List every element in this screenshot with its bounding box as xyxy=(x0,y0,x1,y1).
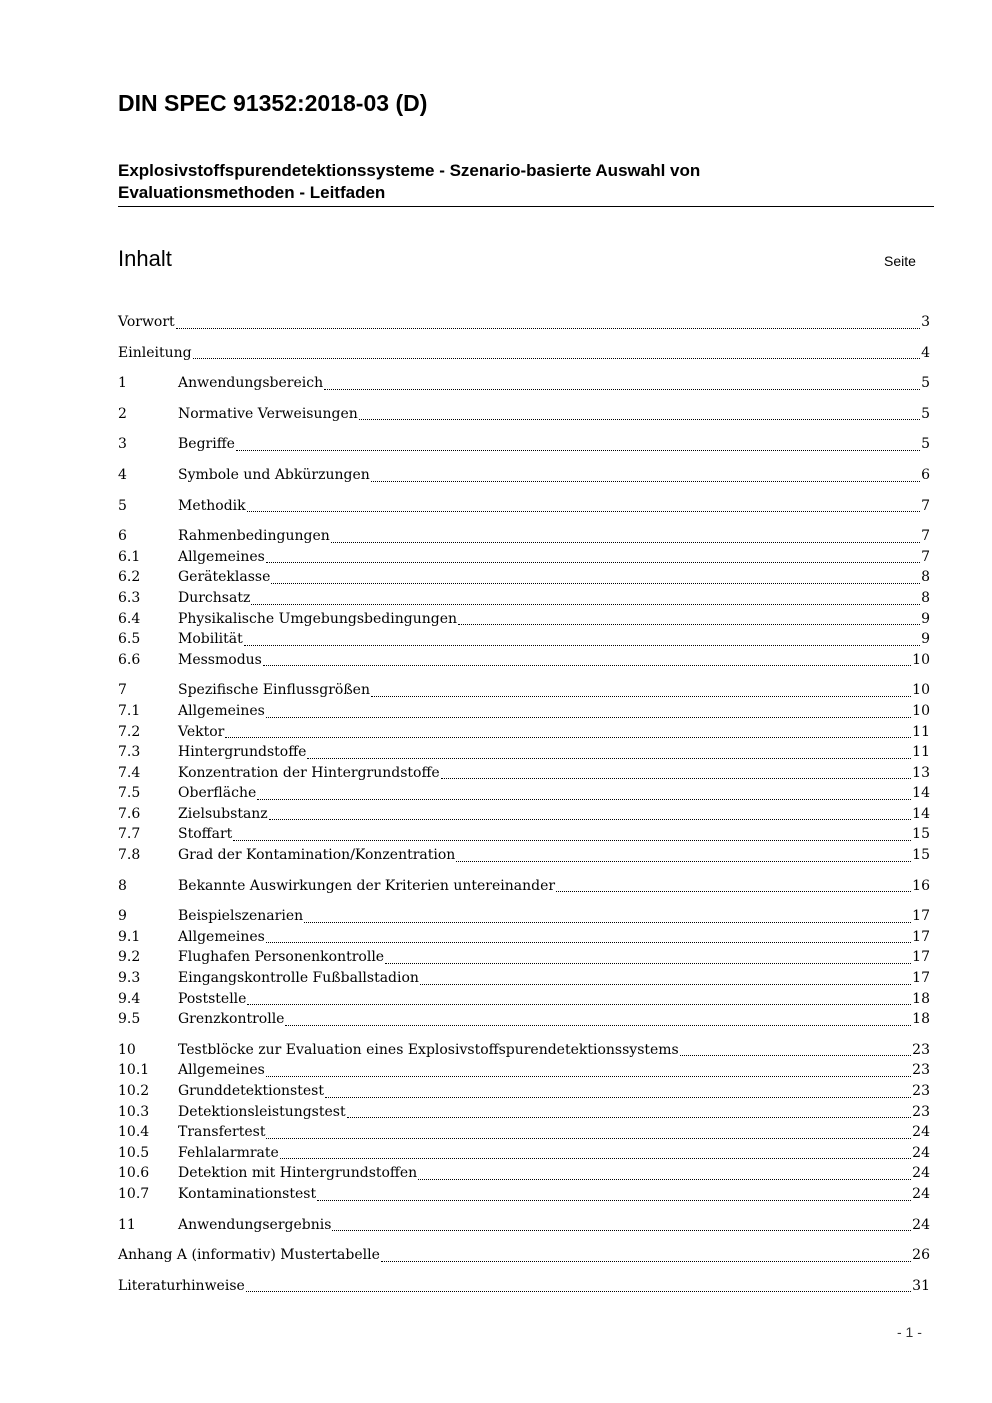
toc-entry-page: 17 xyxy=(912,908,930,925)
toc-entry-number: 8 xyxy=(118,877,127,894)
toc-entry[interactable] xyxy=(118,845,930,866)
toc-dot-leader xyxy=(236,450,920,451)
toc-entry-page: 8 xyxy=(921,589,930,606)
toc-entry-label: Physikalische Umgebungsbedingungen xyxy=(178,610,457,627)
toc-dot-leader xyxy=(680,1055,911,1056)
toc-entry-label: Fehlalarmrate xyxy=(178,1144,279,1161)
toc-entry[interactable] xyxy=(118,742,930,763)
toc-entry-page: 5 xyxy=(921,405,930,422)
toc-entry-label: Poststelle xyxy=(178,990,247,1007)
toc-entry-label: Durchsatz xyxy=(178,589,251,606)
toc-dot-leader xyxy=(331,542,920,543)
toc-entry-number: 10.7 xyxy=(118,1185,150,1202)
toc-entry-number: 2 xyxy=(118,405,127,422)
toc-entry-number: 6 xyxy=(118,528,127,545)
toc-dot-leader xyxy=(233,840,911,841)
toc-entry-label: Kontaminationstest xyxy=(178,1185,317,1202)
toc-entry-number: 1 xyxy=(118,375,127,392)
toc-entry-page: 7 xyxy=(921,548,930,565)
toc-entry-page: 23 xyxy=(912,1083,930,1099)
toc-entry-number: 9.3 xyxy=(118,970,141,987)
toc-entry-number: 7.8 xyxy=(118,847,141,864)
toc-dot-leader xyxy=(304,922,911,923)
toc-entry-label: Eingangskontrolle Fußballstadion xyxy=(178,970,419,987)
toc-entry-label: Hintergrundstoffe xyxy=(178,744,307,761)
toc-entry-label: Detektionsleistungstest xyxy=(178,1103,346,1120)
toc-entry-number: 9.4 xyxy=(118,990,141,1007)
toc-entry[interactable] xyxy=(118,968,930,989)
toc-entry-page: 13 xyxy=(912,764,930,781)
toc-entry[interactable] xyxy=(118,547,930,568)
toc-entry-label: Grunddetektionstest xyxy=(178,1083,324,1099)
toc-dot-leader xyxy=(225,737,911,738)
toc-entry-label: Zielsubstanz xyxy=(178,805,268,822)
toc-entry[interactable] xyxy=(118,1143,930,1164)
toc-entry-page: 11 xyxy=(912,744,930,761)
toc-dot-leader xyxy=(420,984,911,985)
toc-entry-label: Anwendungsbereich xyxy=(178,375,324,392)
toc-entry-page: 24 xyxy=(912,1216,930,1233)
toc-entry-label: Testblöcke zur Evaluation eines Explosivstoffspurendetektionssystems xyxy=(178,1041,679,1058)
toc-entry-page: 24 xyxy=(912,1144,930,1161)
toc-entry-page: 5 xyxy=(921,436,930,453)
toc-entry[interactable] xyxy=(118,343,930,364)
toc-entry-label: Rahmenbedingungen xyxy=(178,528,330,545)
toc-dot-leader xyxy=(371,696,911,697)
toc-entry-number: 7.7 xyxy=(118,826,141,843)
toc-dot-leader xyxy=(381,1261,911,1262)
toc-entry-page: 8 xyxy=(921,569,930,586)
toc-dot-leader xyxy=(266,1138,911,1139)
toc-entry[interactable] xyxy=(118,496,930,517)
toc-entry[interactable] xyxy=(118,927,930,948)
toc-dot-leader xyxy=(266,942,911,943)
page-column-label: Seite xyxy=(884,253,916,269)
toc-entry-page: 17 xyxy=(912,928,930,945)
toc-entry-number: 9.1 xyxy=(118,928,141,945)
toc-entry[interactable] xyxy=(118,567,930,588)
toc-entry-page: 23 xyxy=(912,1103,930,1120)
toc-entry-number: 7.1 xyxy=(118,702,141,719)
toc-entry[interactable] xyxy=(118,906,930,927)
toc-entry-label: Methodik xyxy=(178,497,246,514)
toc-entry-number: 7.2 xyxy=(118,723,141,740)
toc-entry-label: Vektor xyxy=(178,723,225,740)
toc-entry-label: Allgemeines xyxy=(178,928,265,945)
toc-heading: Inhalt xyxy=(118,246,172,271)
toc-entry-page: 4 xyxy=(921,344,930,361)
toc-dot-leader xyxy=(556,891,911,892)
toc-entry-number: 5 xyxy=(118,497,127,514)
toc-dot-leader xyxy=(324,389,920,390)
toc-entry[interactable] xyxy=(118,526,930,547)
toc-entry-number: 6.5 xyxy=(118,631,141,648)
toc-entry-number: 7.3 xyxy=(118,744,141,761)
toc-entry-label: Literaturhinweise xyxy=(118,1277,245,1294)
toc-entry[interactable] xyxy=(118,312,930,333)
toc-dot-leader xyxy=(285,1025,911,1026)
toc-dot-leader xyxy=(317,1200,911,1201)
toc-entry-number: 6.4 xyxy=(118,610,141,627)
toc-entry-page: 23 xyxy=(912,1062,930,1079)
toc-dot-leader xyxy=(458,624,920,625)
toc-entry-number: 3 xyxy=(118,436,127,453)
toc-entry[interactable] xyxy=(118,824,930,845)
toc-entry-label: Begriffe xyxy=(178,436,235,453)
toc-entry-label: Mobilität xyxy=(178,631,243,648)
toc-entry-page: 3 xyxy=(921,314,930,330)
toc-entry[interactable] xyxy=(118,1163,930,1184)
toc-dot-leader xyxy=(325,1097,911,1098)
toc-dot-leader xyxy=(441,778,911,779)
toc-dot-leader xyxy=(269,819,911,820)
table-of-contents xyxy=(118,312,930,1296)
toc-entry-page: 17 xyxy=(912,949,930,966)
document-title: DIN SPEC 91352:2018-03 (D) xyxy=(118,90,428,116)
toc-entry-page: 9 xyxy=(921,631,930,648)
toc-entry-label: Grenzkontrolle xyxy=(178,1011,285,1028)
toc-entry-page: 31 xyxy=(912,1277,930,1294)
toc-entry[interactable] xyxy=(118,680,930,701)
toc-entry[interactable] xyxy=(118,609,930,630)
toc-entry-label: Flughafen Personenkontrolle xyxy=(178,949,385,966)
toc-entry[interactable] xyxy=(118,701,930,722)
toc-entry[interactable] xyxy=(118,783,930,804)
toc-entry-number: 10.3 xyxy=(118,1103,150,1120)
toc-entry[interactable] xyxy=(118,1276,930,1297)
toc-entry-page: 15 xyxy=(912,826,930,843)
toc-entry-label: Allgemeines xyxy=(178,1062,265,1079)
toc-entry-number: 6.6 xyxy=(118,651,141,668)
toc-entry-number: 10.1 xyxy=(118,1062,150,1079)
toc-entry-page: 23 xyxy=(912,1041,930,1058)
toc-entry-label: Allgemeines xyxy=(178,548,265,565)
toc-entry[interactable] xyxy=(118,1009,930,1030)
toc-entry-number: 9 xyxy=(118,908,127,925)
toc-entry-number: 7.6 xyxy=(118,805,141,822)
toc-entry-number: 7.5 xyxy=(118,785,141,802)
toc-dot-leader xyxy=(251,604,920,605)
toc-entry-label: Beispielszenarien xyxy=(178,908,304,925)
toc-entry-page: 18 xyxy=(912,1011,930,1028)
toc-entry-label: Konzentration der Hintergrundstoffe xyxy=(178,764,440,781)
toc-dot-leader xyxy=(263,665,911,666)
toc-entry-number: 9.5 xyxy=(118,1011,141,1028)
toc-dot-leader xyxy=(371,481,920,482)
toc-dot-leader xyxy=(418,1179,911,1180)
toc-entry[interactable] xyxy=(118,1215,930,1236)
toc-entry[interactable] xyxy=(118,1060,930,1081)
toc-dot-leader xyxy=(266,562,920,563)
toc-entry-page: 5 xyxy=(921,375,930,392)
toc-entry-page: 18 xyxy=(912,990,930,1007)
toc-entry-page: 10 xyxy=(912,651,930,668)
toc-entry-label: Messmodus xyxy=(178,651,262,668)
toc-dot-leader xyxy=(247,1004,911,1005)
toc-dot-leader xyxy=(176,328,920,329)
document-subtitle: Explosivstoffspurendetektionssysteme - Szenario-basierte Auswahl von Evaluationsmethoden - Leitfaden xyxy=(118,161,701,202)
toc-dot-leader xyxy=(266,1076,911,1077)
toc-entry-number: 6.1 xyxy=(118,548,141,565)
toc-dot-leader xyxy=(257,799,911,800)
toc-entry-page: 24 xyxy=(912,1165,930,1182)
toc-dot-leader xyxy=(332,1230,911,1231)
toc-entry-number: 10 xyxy=(118,1041,136,1058)
toc-entry[interactable] xyxy=(118,1040,930,1061)
toc-entry-number: 10.2 xyxy=(118,1083,150,1099)
toc-entry[interactable] xyxy=(118,404,930,425)
title-divider xyxy=(118,206,934,207)
toc-entry[interactable] xyxy=(118,876,930,897)
toc-entry-page: 11 xyxy=(912,723,930,740)
toc-entry[interactable] xyxy=(118,588,930,609)
toc-entry-page: 10 xyxy=(912,702,930,719)
toc-entry-page: 17 xyxy=(912,970,930,987)
toc-entry-page: 6 xyxy=(921,466,930,483)
toc-entry-number: 7.4 xyxy=(118,764,141,781)
toc-entry[interactable] xyxy=(118,1102,930,1123)
toc-dot-leader xyxy=(456,861,911,862)
toc-entry-number: 9.2 xyxy=(118,949,141,966)
toc-dot-leader xyxy=(280,1158,911,1159)
toc-entry-label: Spezifische Einflussgrößen xyxy=(178,682,370,699)
toc-dot-leader xyxy=(271,583,920,584)
toc-entry[interactable] xyxy=(118,804,930,825)
toc-entry-label: Allgemeines xyxy=(178,702,265,719)
toc-dot-leader xyxy=(385,963,911,964)
toc-dot-leader xyxy=(244,645,920,646)
toc-entry-label: Oberfläche xyxy=(178,785,257,802)
toc-entry-number: 11 xyxy=(118,1216,136,1233)
toc-dot-leader xyxy=(247,511,920,512)
toc-entry-page: 24 xyxy=(912,1124,930,1141)
toc-dot-leader xyxy=(266,717,911,718)
toc-entry[interactable] xyxy=(118,989,930,1010)
toc-entry-label: Anwendungsergebnis xyxy=(178,1216,332,1233)
toc-entry-label: Einleitung xyxy=(118,344,192,361)
toc-entry-label: Symbole und Abkürzungen xyxy=(178,466,370,483)
toc-entry-page: 16 xyxy=(912,877,930,894)
toc-entry-page: 10 xyxy=(912,682,930,699)
toc-entry[interactable] xyxy=(118,629,930,650)
toc-entry[interactable] xyxy=(118,1081,930,1102)
toc-entry-page: 14 xyxy=(912,805,930,822)
toc-dot-leader xyxy=(246,1291,911,1292)
toc-entry-page: 24 xyxy=(912,1185,930,1202)
toc-entry[interactable] xyxy=(118,1245,930,1266)
toc-entry-label: Normative Verweisungen xyxy=(178,405,358,422)
toc-entry-label: Detektion mit Hintergrundstoffen xyxy=(178,1165,418,1182)
toc-entry-page: 7 xyxy=(921,528,930,545)
toc-dot-leader xyxy=(307,758,911,759)
toc-entry-number: 6.3 xyxy=(118,589,141,606)
toc-entry-number: 10.6 xyxy=(118,1165,150,1182)
toc-entry-page: 9 xyxy=(921,610,930,627)
toc-entry-page: 26 xyxy=(912,1247,930,1264)
toc-entry[interactable] xyxy=(118,434,930,455)
toc-entry-number: 7 xyxy=(118,682,127,699)
page-number: - 1 - xyxy=(897,1324,922,1340)
toc-entry[interactable] xyxy=(118,722,930,743)
toc-entry[interactable] xyxy=(118,947,930,968)
toc-entry-number: 4 xyxy=(118,466,127,483)
toc-entry-label: Transfertest xyxy=(178,1124,266,1141)
toc-entry[interactable] xyxy=(118,373,930,394)
toc-entry-page: 14 xyxy=(912,785,930,802)
toc-entry-page: 7 xyxy=(921,497,930,514)
toc-dot-leader xyxy=(359,419,920,420)
toc-entry-page: 15 xyxy=(912,847,930,864)
toc-entry-number: 10.4 xyxy=(118,1124,150,1141)
toc-entry[interactable] xyxy=(118,763,930,784)
toc-entry[interactable] xyxy=(118,1184,930,1205)
toc-entry[interactable] xyxy=(118,650,930,671)
toc-entry-label: Grad der Kontamination/Konzentration xyxy=(178,847,456,864)
toc-entry-number: 10.5 xyxy=(118,1144,150,1161)
toc-entry-label: Geräteklasse xyxy=(178,569,271,586)
toc-entry-label: Bekannte Auswirkungen der Kriterien untereinander xyxy=(178,877,556,894)
toc-entry-number: 6.2 xyxy=(118,569,141,586)
toc-entry[interactable] xyxy=(118,465,930,486)
toc-dot-leader xyxy=(193,358,921,359)
toc-entry-label: Vorwort xyxy=(118,314,175,330)
toc-entry[interactable] xyxy=(118,1122,930,1143)
toc-entry-label: Stoffart xyxy=(178,826,233,843)
toc-dot-leader xyxy=(347,1117,912,1118)
toc-entry-label: Anhang A (informativ) Mustertabelle xyxy=(118,1247,380,1264)
